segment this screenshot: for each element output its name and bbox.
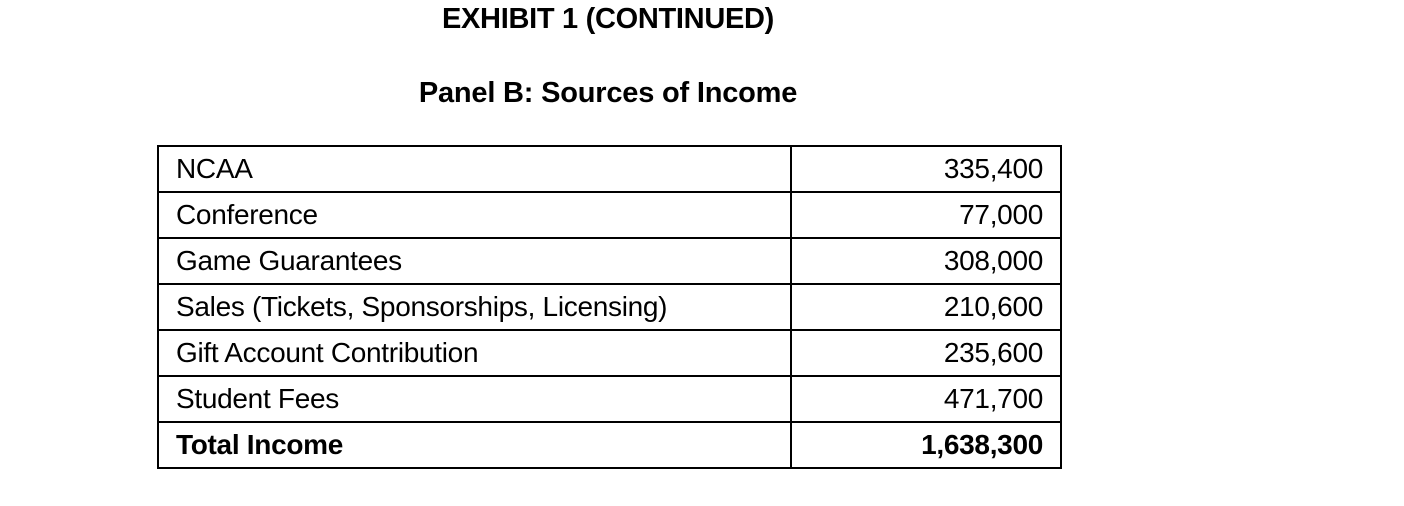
table-row [158,146,1061,192]
row-value: 471,700 [791,376,1061,422]
exhibit-title: EXHIBIT 1 (CONTINUED) [441,3,775,35]
table-row [158,284,1061,330]
row-label: NCAA [158,146,791,192]
table-row [158,238,1061,284]
row-label: Conference [158,192,791,238]
total-value: 1,638,300 [791,422,1061,468]
total-label: Total Income [158,422,791,468]
row-label: Student Fees [158,376,791,422]
table-row [158,330,1061,376]
table-row [158,376,1061,422]
panel-title: Panel B: Sources of Income [418,77,798,109]
table-row [158,192,1061,238]
row-label: Game Guarantees [158,238,791,284]
row-value: 335,400 [791,146,1061,192]
income-table [157,145,1062,469]
row-label: Gift Account Contribution [158,330,791,376]
row-value: 235,600 [791,330,1061,376]
row-value: 77,000 [791,192,1061,238]
row-value: 308,000 [791,238,1061,284]
row-value: 210,600 [791,284,1061,330]
row-label: Sales (Tickets, Sponsorships, Licensing) [158,284,791,330]
total-row [158,422,1061,468]
